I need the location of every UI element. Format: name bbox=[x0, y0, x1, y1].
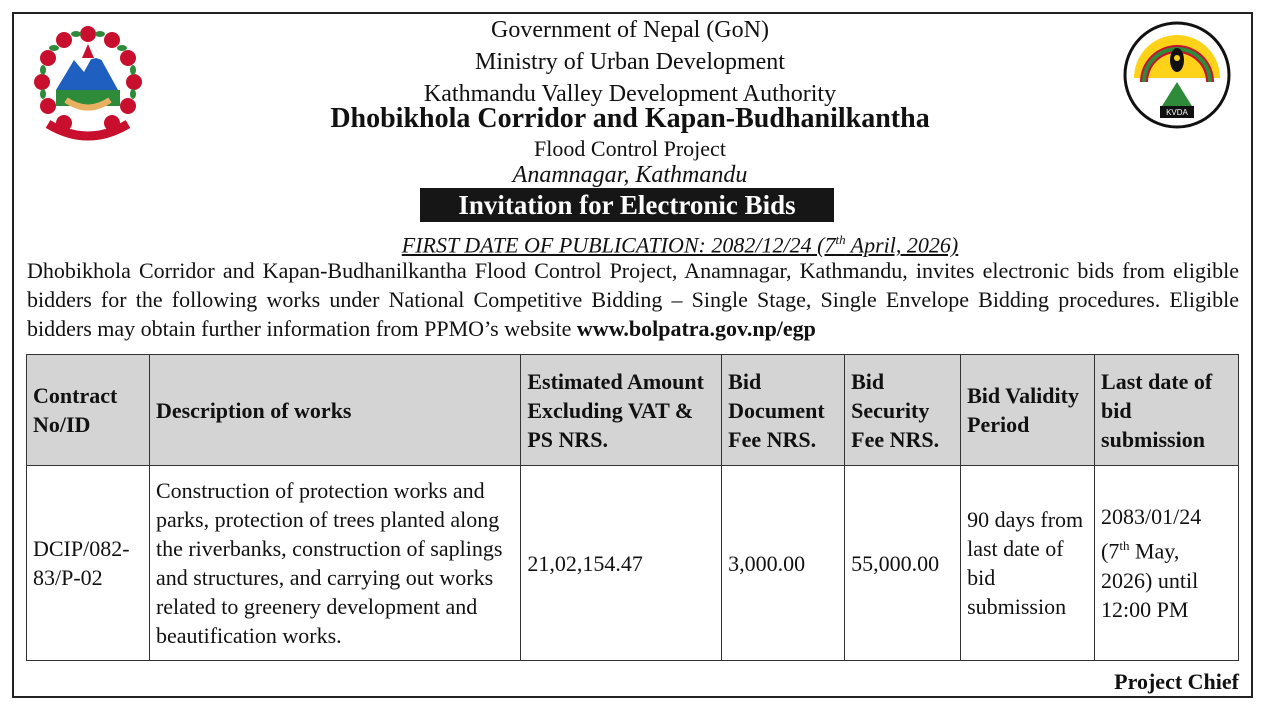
cell-last-date bbox=[1095, 466, 1239, 661]
bid-table bbox=[26, 354, 1239, 661]
cell-contract: DCIP/082-83/P-02 bbox=[27, 466, 150, 661]
government-title: Government of Nepal (GoN) bbox=[491, 17, 769, 43]
cell-description: Construction of protection works and parks, protection of trees planted along the riverbanks, construction of saplings and structures, and carrying out works related to greenery development and beautification works. bbox=[149, 466, 520, 661]
cell-document-fee: 3,000.00 bbox=[722, 466, 845, 661]
notice-banner: Invitation for Electronic Bids bbox=[420, 188, 834, 222]
cell-security-fee: 55,000.00 bbox=[845, 466, 961, 661]
ppmo-website-link[interactable]: www.bolpatra.gov.np/egp bbox=[576, 316, 816, 341]
project-subtitle: Flood Control Project bbox=[534, 136, 726, 161]
publication-date bbox=[280, 226, 1080, 259]
signature-project-chief: Project Chief bbox=[1114, 669, 1239, 694]
table-row bbox=[27, 466, 1239, 661]
header-document-fee: Bid Document Fee NRS. bbox=[722, 355, 845, 466]
intro-text: Dhobikhola Corridor and Kapan-Budhanilkantha Flood Control Project, Anamnagar, Kathmandu, invites electronic bids from eligible bidders for the following works under National Competitive Bidding – Single Stage, Single Envelope Bidding procedures. Eligible bidders may obtain further information from PPMO’s website bbox=[27, 258, 1239, 341]
last-date-suffix: May, 2026) until 12:00 PM bbox=[1101, 538, 1199, 622]
project-title: Dhobikhola Corridor and Kapan-Budhanilkantha bbox=[330, 103, 930, 134]
last-date-prefix: 2083/01/24 (7 bbox=[1101, 504, 1202, 564]
header-security-fee: Bid Security Fee NRS. bbox=[845, 355, 961, 466]
nepal-government-emblem-icon bbox=[26, 20, 150, 144]
authority-title: Kathmandu Valley Development Authority bbox=[423, 81, 837, 107]
table-header-row bbox=[27, 355, 1239, 466]
intro-paragraph bbox=[27, 256, 1239, 343]
cell-amount: 21,02,154.47 bbox=[521, 466, 722, 661]
publication-date-prefix: FIRST DATE OF PUBLICATION: 2082/12/24 (7 bbox=[401, 232, 836, 258]
kvda-logo-icon bbox=[1122, 20, 1232, 130]
header-last-date: Last date of bid submission bbox=[1095, 355, 1239, 466]
project-address: Anamnagar, Kathmandu bbox=[512, 162, 748, 188]
header-validity: Bid Validity Period bbox=[961, 355, 1095, 466]
ministry-title: Ministry of Urban Development bbox=[475, 49, 785, 75]
header-contract: Contract No/ID bbox=[27, 355, 150, 466]
kvda-logo-text: KVDA bbox=[1166, 108, 1188, 117]
cell-validity: 90 days from last date of bid submission bbox=[961, 466, 1095, 661]
publication-date-sup: th bbox=[835, 232, 846, 247]
last-date-sup: th bbox=[1119, 538, 1130, 554]
header-description: Description of works bbox=[149, 355, 520, 466]
publication-date-suffix: April, 2026) bbox=[845, 232, 959, 258]
header-estimated-amount: Estimated Amount Excluding VAT & PS NRS. bbox=[521, 355, 722, 466]
